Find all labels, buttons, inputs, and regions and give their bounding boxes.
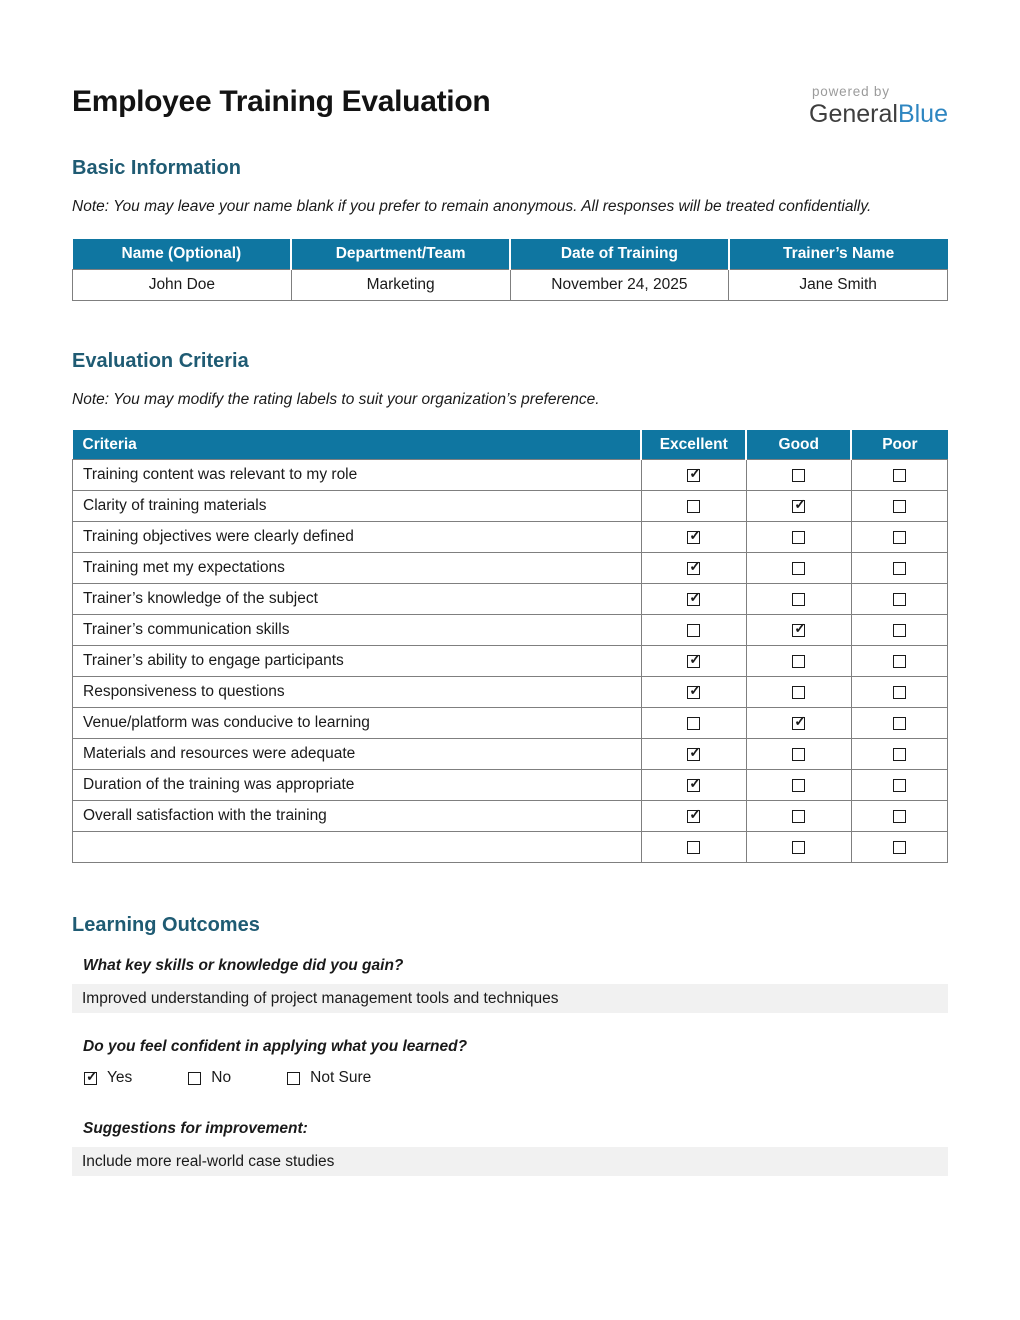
- good-checkbox[interactable]: [792, 562, 805, 575]
- powered-by-label: powered by: [812, 84, 890, 99]
- name-field[interactable]: John Doe: [73, 269, 292, 300]
- trainer-name-field[interactable]: Jane Smith: [729, 269, 948, 300]
- department-field[interactable]: Marketing: [291, 269, 510, 300]
- good-cell: [746, 491, 851, 522]
- confidence-options: [84, 1069, 948, 1087]
- good-checkbox[interactable]: [792, 810, 805, 823]
- excellent-cell: [641, 615, 746, 646]
- basic-information-heading: Basic Information: [72, 157, 241, 180]
- criteria-row: [73, 491, 948, 522]
- criteria-row: [73, 646, 948, 677]
- excellent-cell: [641, 460, 746, 491]
- criteria-label: Trainer’s communication skills: [73, 615, 642, 646]
- suggestions-answer-field[interactable]: Include more real-world case studies: [72, 1147, 948, 1176]
- good-cell: [746, 615, 851, 646]
- basic-information-table: [72, 239, 948, 301]
- excellent-cell: [641, 832, 746, 863]
- header-trainers-name: Trainer’s Name: [729, 239, 948, 269]
- good-checkbox[interactable]: [792, 469, 805, 482]
- poor-cell: [851, 832, 947, 863]
- poor-cell: [851, 615, 947, 646]
- brand-logo: [809, 84, 948, 130]
- excellent-cell: [641, 584, 746, 615]
- excellent-checkbox[interactable]: [687, 531, 700, 544]
- header-criteria: Criteria: [73, 430, 642, 460]
- option-not-sure[interactable]: [287, 1069, 371, 1087]
- brand-blue: Blue: [897, 100, 948, 128]
- excellent-checkbox[interactable]: [687, 593, 700, 606]
- good-checkbox[interactable]: [792, 593, 805, 606]
- poor-checkbox[interactable]: [893, 810, 906, 823]
- skills-gained-answer-field[interactable]: Improved understanding of project management tools and techniques: [72, 984, 948, 1013]
- good-cell: [746, 708, 851, 739]
- evaluation-criteria-heading: Evaluation Criteria: [72, 349, 249, 372]
- basic-table-header-row: [73, 239, 948, 269]
- criteria-row: [73, 460, 948, 491]
- not-sure-label: Not Sure: [310, 1069, 372, 1087]
- excellent-cell: [641, 522, 746, 553]
- header-excellent: Excellent: [641, 430, 746, 460]
- no-checkbox[interactable]: [188, 1072, 201, 1085]
- poor-cell: [851, 584, 947, 615]
- excellent-cell: [641, 553, 746, 584]
- excellent-checkbox[interactable]: [687, 841, 700, 854]
- poor-checkbox[interactable]: [893, 624, 906, 637]
- poor-checkbox[interactable]: [893, 841, 906, 854]
- yes-label: Yes: [107, 1069, 133, 1087]
- poor-checkbox[interactable]: [893, 717, 906, 730]
- poor-checkbox[interactable]: [893, 469, 906, 482]
- document-header: [72, 84, 948, 130]
- criteria-row: [73, 708, 948, 739]
- criteria-row: [73, 770, 948, 801]
- criteria-label: Overall satisfaction with the training: [73, 801, 642, 832]
- criteria-label: Training objectives were clearly defined: [73, 522, 642, 553]
- excellent-checkbox[interactable]: [687, 624, 700, 637]
- criteria-label: Venue/platform was conducive to learning: [73, 708, 642, 739]
- excellent-cell: [641, 677, 746, 708]
- criteria-header-row: [73, 430, 948, 460]
- not-sure-checkbox[interactable]: [287, 1072, 300, 1085]
- excellent-checkbox[interactable]: [687, 655, 700, 668]
- poor-checkbox[interactable]: [893, 500, 906, 513]
- good-cell: [746, 677, 851, 708]
- good-checkbox[interactable]: [792, 655, 805, 668]
- header-poor: Poor: [851, 430, 947, 460]
- criteria-label: Materials and resources were adequate: [73, 739, 642, 770]
- poor-cell: [851, 553, 947, 584]
- excellent-checkbox[interactable]: [687, 748, 700, 761]
- poor-checkbox[interactable]: [893, 686, 906, 699]
- excellent-cell: [641, 646, 746, 677]
- good-checkbox[interactable]: [792, 717, 805, 730]
- excellent-checkbox[interactable]: [687, 779, 700, 792]
- good-checkbox[interactable]: [792, 841, 805, 854]
- criteria-row: [73, 677, 948, 708]
- good-checkbox[interactable]: [792, 624, 805, 637]
- criteria-label: Duration of the training was appropriate: [73, 770, 642, 801]
- good-checkbox[interactable]: [792, 779, 805, 792]
- criteria-row: [73, 739, 948, 770]
- poor-cell: [851, 801, 947, 832]
- poor-checkbox[interactable]: [893, 655, 906, 668]
- question-suggestions: Suggestions for improvement:: [83, 1120, 308, 1138]
- poor-cell: [851, 770, 947, 801]
- poor-checkbox[interactable]: [893, 531, 906, 544]
- poor-cell: [851, 460, 947, 491]
- good-cell: [746, 553, 851, 584]
- yes-checkbox[interactable]: [84, 1072, 97, 1085]
- poor-checkbox[interactable]: [893, 779, 906, 792]
- header-good: Good: [746, 430, 851, 460]
- criteria-label: Clarity of training materials: [73, 491, 642, 522]
- poor-cell: [851, 708, 947, 739]
- poor-cell: [851, 522, 947, 553]
- excellent-cell: [641, 708, 746, 739]
- good-cell: [746, 770, 851, 801]
- option-yes[interactable]: [84, 1069, 132, 1087]
- excellent-checkbox[interactable]: [687, 717, 700, 730]
- good-checkbox[interactable]: [792, 686, 805, 699]
- basic-table-data-row: [73, 269, 948, 300]
- brand-general: General: [809, 100, 898, 128]
- criteria-row: [73, 584, 948, 615]
- excellent-cell: [641, 770, 746, 801]
- poor-cell: [851, 677, 947, 708]
- excellent-checkbox[interactable]: [687, 562, 700, 575]
- criteria-row: [73, 553, 948, 584]
- good-cell: [746, 460, 851, 491]
- good-checkbox[interactable]: [792, 531, 805, 544]
- option-no[interactable]: [188, 1069, 231, 1087]
- learning-outcomes-heading: Learning Outcomes: [72, 914, 260, 937]
- good-checkbox[interactable]: [792, 748, 805, 761]
- brand-name: [809, 99, 948, 130]
- excellent-cell: [641, 491, 746, 522]
- question-skills-gained: What key skills or knowledge did you gain?: [83, 957, 404, 975]
- page-title: Employee Training Evaluation: [72, 85, 491, 118]
- good-cell: [746, 832, 851, 863]
- excellent-checkbox[interactable]: [687, 469, 700, 482]
- excellent-cell: [641, 801, 746, 832]
- header-name-optional: Name (Optional): [73, 239, 292, 269]
- good-cell: [746, 739, 851, 770]
- poor-cell: [851, 739, 947, 770]
- criteria-row: [73, 832, 948, 863]
- excellent-checkbox[interactable]: [687, 686, 700, 699]
- criteria-label: Training content was relevant to my role: [73, 460, 642, 491]
- poor-cell: [851, 491, 947, 522]
- good-cell: [746, 522, 851, 553]
- good-cell: [746, 801, 851, 832]
- question-confidence: Do you feel confident in applying what you learned?: [83, 1038, 468, 1056]
- poor-checkbox[interactable]: [893, 593, 906, 606]
- good-cell: [746, 584, 851, 615]
- criteria-row: [73, 801, 948, 832]
- poor-checkbox[interactable]: [893, 748, 906, 761]
- no-label: No: [211, 1069, 232, 1087]
- criteria-label: Trainer’s knowledge of the subject: [73, 584, 642, 615]
- poor-checkbox[interactable]: [893, 562, 906, 575]
- evaluation-criteria-table: [72, 430, 948, 864]
- header-date-of-training: Date of Training: [510, 239, 729, 269]
- criteria-label: [73, 832, 642, 863]
- good-cell: [746, 646, 851, 677]
- excellent-checkbox[interactable]: [687, 810, 700, 823]
- criteria-label: Responsiveness to questions: [73, 677, 642, 708]
- poor-cell: [851, 646, 947, 677]
- excellent-checkbox[interactable]: [687, 500, 700, 513]
- date-of-training-field[interactable]: November 24, 2025: [510, 269, 729, 300]
- criteria-row: [73, 615, 948, 646]
- excellent-cell: [641, 739, 746, 770]
- criteria-row: [73, 522, 948, 553]
- evaluation-criteria-note: Note: You may modify the rating labels to suit your organization’s preference.: [72, 390, 600, 408]
- basic-information-note: Note: You may leave your name blank if you prefer to remain anonymous. All responses will be treated confidentially.: [72, 198, 872, 216]
- header-department-team: Department/Team: [291, 239, 510, 269]
- good-checkbox[interactable]: [792, 500, 805, 513]
- criteria-label: Trainer’s ability to engage participants: [73, 646, 642, 677]
- criteria-label: Training met my expectations: [73, 553, 642, 584]
